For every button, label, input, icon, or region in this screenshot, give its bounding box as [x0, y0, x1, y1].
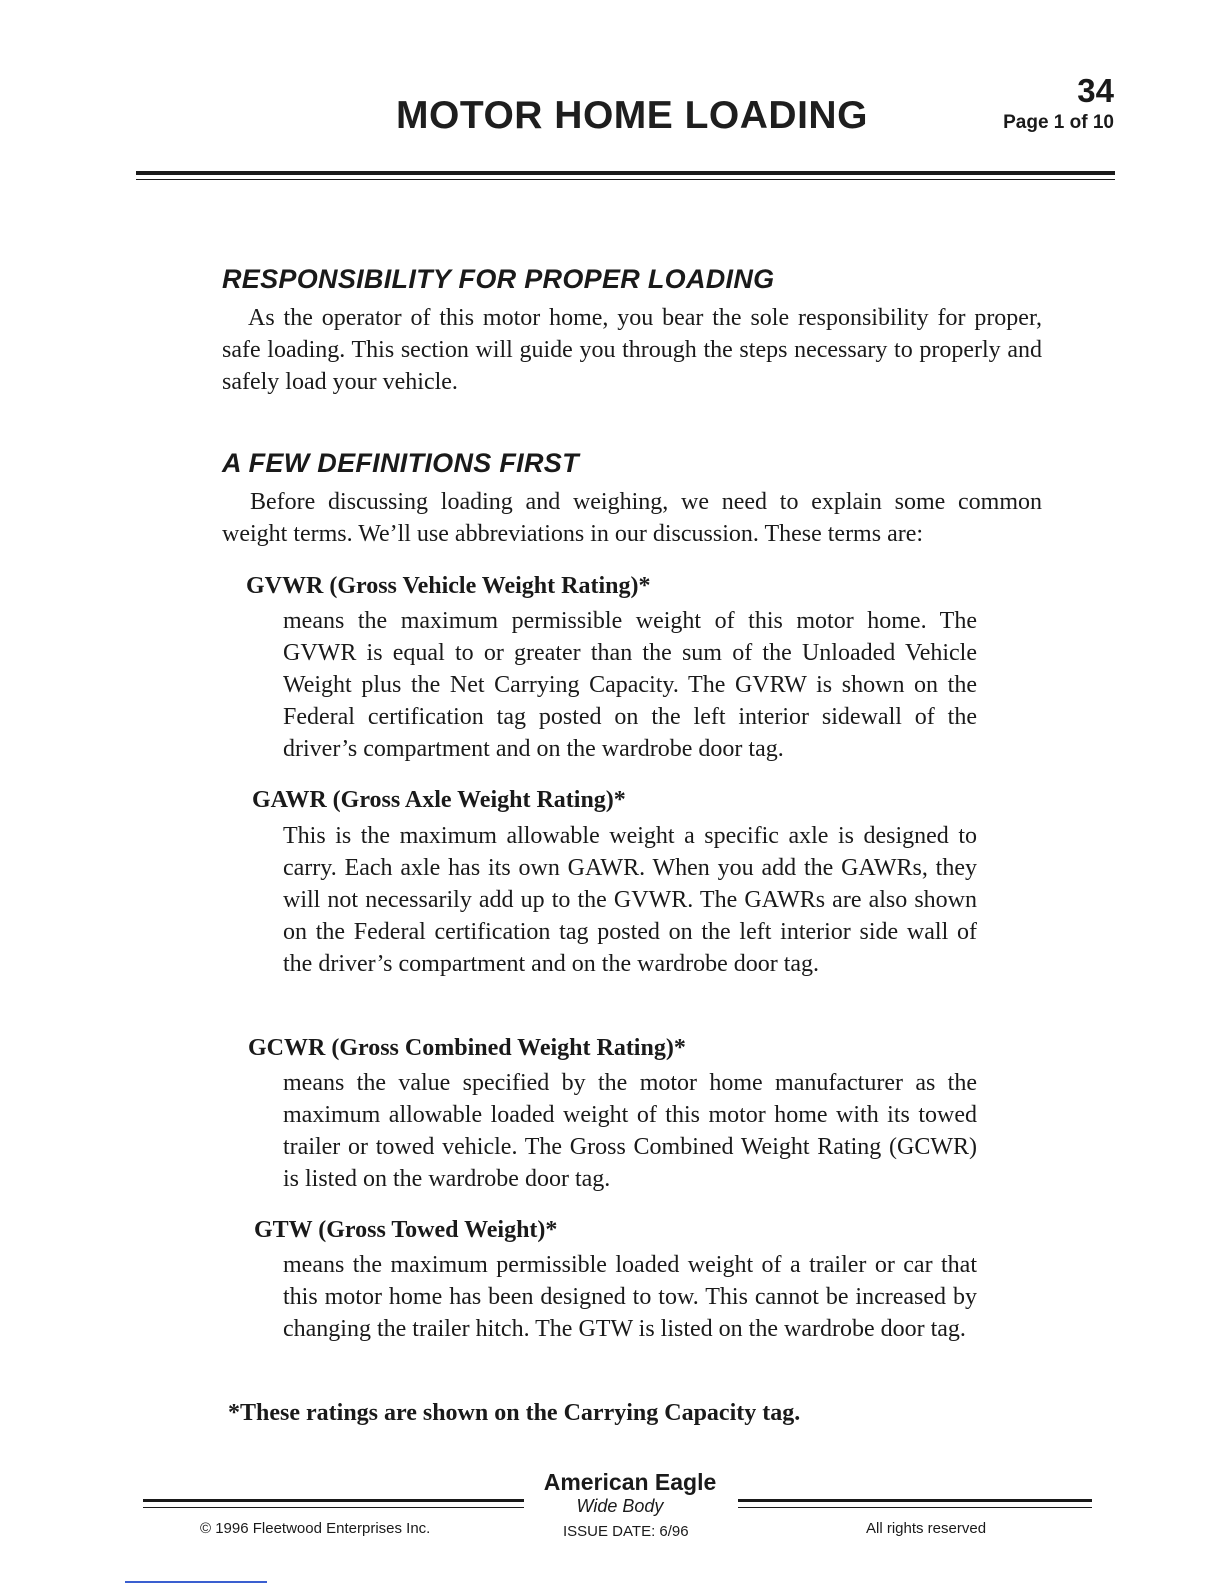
term-gtw: GTW (Gross Towed Weight)* [254, 1217, 558, 1243]
chapter-number: 34 [1077, 72, 1114, 109]
header-rule-thin [136, 179, 1115, 180]
section-heading-definitions: A FEW DEFINITIONS FIRST [222, 448, 579, 478]
footer-copyright: © 1996 Fleetwood Enterprises Inc. [200, 1520, 431, 1537]
definition-gcwr: means the value specified by the motor home manufacturer as the maximum allowable loaded weight of this motor home with its towed trailer or towed vehicle. The Gross Combined Weight Rating (GCWR) is listed on the wardrobe door tag. [283, 1070, 977, 1192]
footer-rule-left [143, 1499, 524, 1502]
ratings-note: *These ratings are shown on the Carrying Capacity tag. [228, 1400, 801, 1426]
term-gvwr: GVWR (Gross Vehicle Weight Rating)* [246, 573, 651, 599]
page-title: MOTOR HOME LOADING [396, 94, 868, 137]
bottom-link-underline [125, 1581, 267, 1583]
section-heading-responsibility: RESPONSIBILITY FOR PROPER LOADING [222, 264, 775, 294]
term-gcwr: GCWR (Gross Combined Weight Rating)* [248, 1035, 686, 1061]
definition-gvwr: means the maximum permissible weight of this motor home. The GVWR is equal to or greater than the sum of the Unloaded Vehicle Weight plus the Net Carrying Capacity. The GVRW is shown on the Federal certification tag posted on the left interior sidewall of the driver’s compartment and on the wardrobe door tag. [283, 608, 977, 762]
definition-gawr: This is the maximum allowable weight a specific axle is designed to carry. Each axle has its own GAWR. When you add the GAWRs, they will not necessarily add up to the GVWR. The GAWRs are also shown on the Federal certification tag posted on the left interior side wall of the driver’s compartment and on the wardrobe door tag. [283, 823, 977, 977]
footer-model: Wide Body [576, 1496, 664, 1516]
footer-rights: All rights reserved [866, 1520, 987, 1537]
page-indicator: Page 1 of 10 [1003, 112, 1114, 133]
footer-issue-date: ISSUE DATE: 6/96 [563, 1523, 689, 1540]
definition-gtw: means the maximum permissible loaded weight of a trailer or car that this motor home has been designed to tow. This cannot be increased by changing the trailer hitch. The GTW is listed on the wardrobe door tag. [283, 1252, 977, 1342]
term-gawr: GAWR (Gross Axle Weight Rating)* [252, 787, 626, 813]
footer-rule-right [738, 1499, 1092, 1502]
footer-rule-right-thin [738, 1507, 1092, 1508]
footer-brand: American Eagle [543, 1469, 717, 1495]
section-intro-definitions: Before discussing loading and weighing, we need to explain some common weight terms. We’ll use abbreviations in our discussion. These terms are: [222, 489, 1042, 547]
header-rule-thick [136, 171, 1115, 175]
section-body-responsibility: As the operator of this motor home, you bear the sole responsibility for proper, safe loading. This section will guide you through the steps necessary to properly and safely load your vehicle. [222, 305, 1042, 395]
footer-rule-left-thin [143, 1507, 524, 1508]
